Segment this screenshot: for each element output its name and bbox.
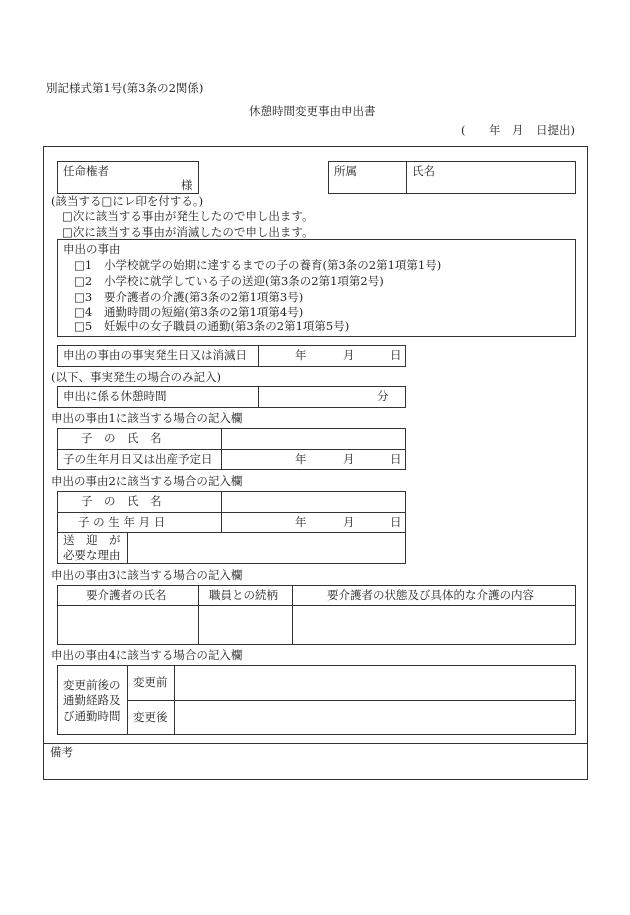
section4-side-label-3: び通勤時間 bbox=[63, 709, 121, 723]
fact-date-divider bbox=[258, 345, 259, 367]
section1-day: 日 bbox=[390, 452, 402, 466]
section2-row-divider-1 bbox=[57, 512, 406, 513]
section2-heading: 申出の事由2に該当する場合の記入欄 bbox=[51, 474, 243, 488]
reason-text-4: 通勤時間の短縮(第3条の2第1項第4号) bbox=[104, 305, 304, 319]
section4-side-label-1: 変更前後の bbox=[63, 678, 121, 692]
section2-reason-divider bbox=[127, 532, 128, 564]
submit-month-label: 月 bbox=[512, 123, 524, 137]
section4-row-divider bbox=[127, 700, 576, 701]
submit-day-label: 日提出) bbox=[536, 123, 575, 137]
affiliation-divider bbox=[406, 161, 407, 194]
reason-text-1: 小学校就学の始期に達するまでの子の養育(第3条の2第1項第1号) bbox=[104, 258, 442, 272]
section2-reason-label-2: 必要な理由 bbox=[63, 548, 121, 562]
reason-checkbox-2[interactable]: □2 bbox=[74, 274, 93, 288]
reason-text-3: 要介護者の介護(第3条の2第1項第3号) bbox=[104, 290, 304, 304]
section4-before-label: 変更前 bbox=[133, 675, 168, 689]
section3-col-content: 要介護者の状態及び具体的な介護の内容 bbox=[327, 588, 534, 602]
section4-side-label-2: 通勤経路及 bbox=[63, 693, 121, 707]
break-time-unit: 分 bbox=[377, 389, 389, 403]
affiliation-name-box[interactable] bbox=[328, 161, 576, 194]
section2-reason-label-1: 送 迎 が bbox=[63, 533, 121, 547]
section4-after-label: 変更後 bbox=[133, 710, 168, 724]
section2-day: 日 bbox=[390, 515, 402, 529]
appointer-label: 任命権者 bbox=[63, 164, 109, 178]
section4-heading: 申出の事由4に該当する場合の記入欄 bbox=[51, 648, 243, 662]
appointer-suffix: 様 bbox=[181, 178, 193, 192]
name-label: 氏名 bbox=[412, 164, 435, 178]
section1-col-divider bbox=[221, 428, 222, 470]
option-occurred-checkbox[interactable]: □次に該当する事由が発生したので申し出ます。 bbox=[62, 209, 314, 223]
reason-checkbox-3[interactable]: □3 bbox=[74, 290, 93, 304]
section1-month: 月 bbox=[343, 452, 355, 466]
date-open-paren: ( bbox=[461, 123, 466, 137]
fact-date-year: 年 bbox=[295, 348, 307, 362]
section2-child-name-label: 子 の 氏 名 bbox=[81, 494, 162, 508]
checkbox-note: (該当する□にレ印を付する。) bbox=[51, 194, 204, 208]
form-number: 別記様式第1号(第3条の2関係) bbox=[46, 81, 204, 95]
reasons-heading: 申出の事由 bbox=[63, 242, 121, 256]
reason-text-5: 妊娠中の女子職員の通勤(第3条の2第1項第5号) bbox=[104, 319, 350, 333]
section3-col-divider-1 bbox=[198, 585, 199, 645]
reason-text-2: 小学校に就学している子の送迎(第3条の2第1項第2号) bbox=[104, 274, 384, 288]
section3-header-divider bbox=[57, 605, 576, 606]
fact-date-month: 月 bbox=[343, 348, 355, 362]
remarks-divider bbox=[43, 743, 588, 744]
reason-checkbox-5[interactable]: □5 bbox=[74, 319, 93, 333]
section3-col-name: 要介護者の氏名 bbox=[86, 588, 167, 602]
break-time-divider bbox=[258, 386, 259, 408]
section2-col-divider bbox=[221, 491, 222, 532]
reason-checkbox-4[interactable]: □4 bbox=[74, 305, 93, 319]
submit-year-label: 年 bbox=[489, 123, 501, 137]
fact-date-day: 日 bbox=[390, 348, 402, 362]
form-title: 休憩時間変更事由申出書 bbox=[249, 104, 376, 118]
section3-col-divider-2 bbox=[292, 585, 293, 645]
section1-year: 年 bbox=[295, 452, 307, 466]
occurrence-note: (以下、事実発生の場合のみ記入) bbox=[51, 370, 221, 384]
break-time-label: 申出に係る休憩時間 bbox=[63, 389, 167, 403]
option-ceased-checkbox[interactable]: □次に該当する事由が消滅したので申し出ます。 bbox=[62, 225, 314, 239]
remarks-label: 備考 bbox=[50, 745, 73, 759]
section3-heading: 申出の事由3に該当する場合の記入欄 bbox=[51, 568, 243, 582]
section2-month: 月 bbox=[343, 515, 355, 529]
section2-year: 年 bbox=[295, 515, 307, 529]
fact-date-label: 申出の事由の事実発生日又は消滅日 bbox=[63, 348, 247, 362]
reason-checkbox-1[interactable]: □1 bbox=[74, 258, 93, 272]
section1-heading: 申出の事由1に該当する場合の記入欄 bbox=[51, 411, 243, 425]
section3-col-relation: 職員との続柄 bbox=[209, 588, 278, 602]
section1-child-name-label: 子 の 氏 名 bbox=[81, 431, 162, 445]
section1-row-divider bbox=[57, 449, 406, 450]
affiliation-label: 所属 bbox=[334, 164, 357, 178]
section2-birth-label: 子 の 生 年 月 日 bbox=[78, 515, 166, 529]
section1-birth-label: 子の生年月日又は出産予定日 bbox=[63, 452, 213, 466]
